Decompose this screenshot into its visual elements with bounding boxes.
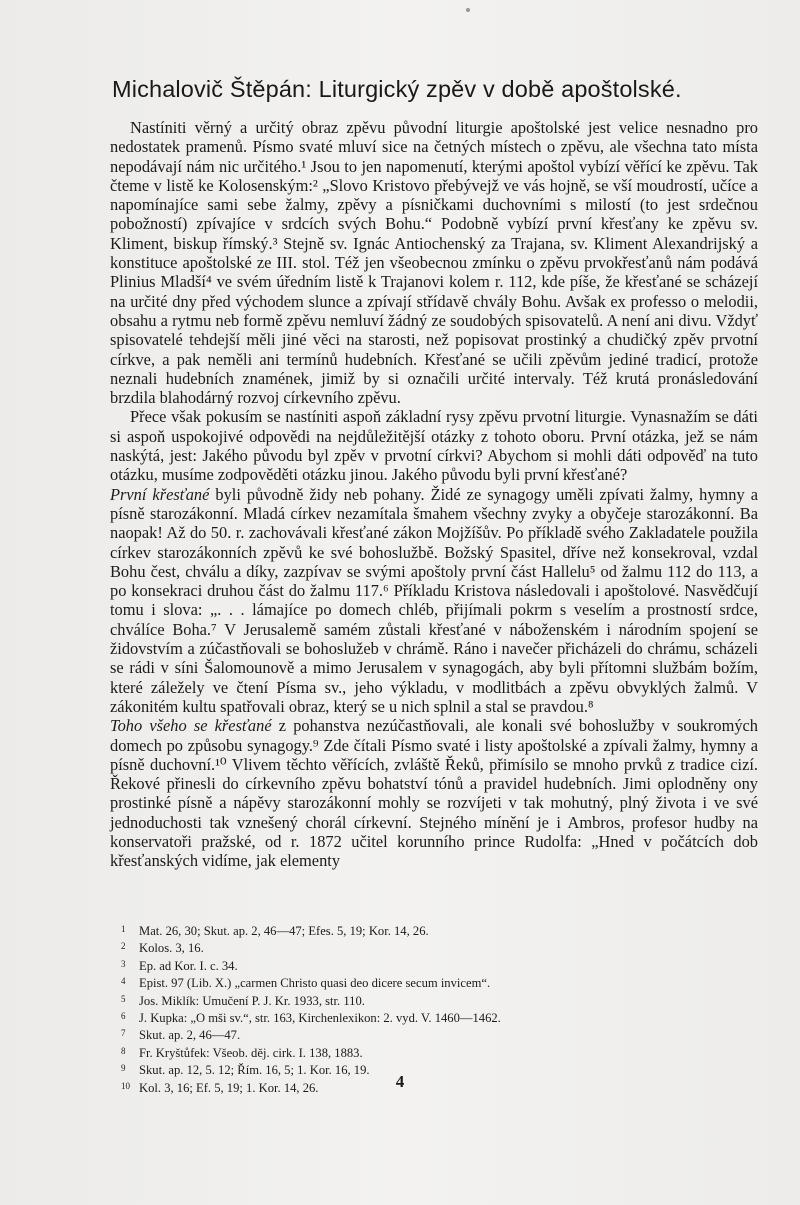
footnote bbox=[121, 957, 681, 974]
footnote-number: 1 bbox=[121, 924, 126, 934]
footnote-text: Mat. 26, 30; Skut. ap. 2, 46—47; Efes. 5, 19; Kor. 14, 26. bbox=[139, 924, 429, 938]
paragraph-3-lead: První křesťané bbox=[110, 484, 210, 504]
footnote bbox=[121, 974, 681, 991]
footnote-number: 8 bbox=[121, 1045, 126, 1056]
footnote bbox=[121, 922, 681, 939]
footnote-number: 10 bbox=[121, 1080, 130, 1091]
paragraph-4-lead: Toho všeho se křesťané bbox=[110, 716, 272, 736]
footnote bbox=[121, 939, 681, 956]
footnote-text: Skut. ap. 2, 46—47. bbox=[139, 1028, 241, 1043]
footnote-text: J. Kupka: „O mši sv.“, str. 163, Kirchenlexikon: 2. vyd. V. 1460—1462. bbox=[139, 1011, 501, 1026]
article-body bbox=[110, 118, 758, 871]
footnote-text: Skut. ap. 12, 5. 12; Řím. 16, 5; 1. Kor. 16, 19. bbox=[139, 1063, 370, 1078]
footnote bbox=[121, 992, 681, 1009]
footnote-text: Kolos. 3, 16. bbox=[139, 941, 204, 956]
footnote-number: 2 bbox=[121, 941, 126, 952]
paragraph-1: Nastíniti věrný a určitý obraz zpěvu původní liturgie apoštolské jest velice nesnadno pro nedostatek pramenů. Písmo svaté mluví sice na četných místech o zpěvu, ale všechna tato místa nepodávají nám nic určitého.¹ Jsou to jen napomenutí, kterými apoštol vybízí věřící ke zpěvu. Tak čteme v listě ke Kolosenským:² „Slovo Kristovo přebývejž ve vás hojně, se vší moudrostí, učíce a napomínajíce sami sebe žalmy, zpěvy a písničkami duchovními s milostí (to jest srdečnou pobožností) zpívajíce v srdcích svých Bohu.“ Podobně vybízí první křesťany ke zpěvu sv. Kliment, biskup římský.³ Stejně sv. Ignác Antiochenský za Trajana, sv. Kliment Alexandrijský a konstituce apoštolské ze III. stol. Též jen všeobecnou zmínku o zpěvu prvokřesťanů nám podává Plinius Mladší⁴ ve svém úředním listě k Trajanovi kolem r. 112, kde píše, že křesťané se scházejí na určité dny před východem slunce a zpívají střídavě chvály Bohu. Avšak ex professo o melodii, obsahu a rytmu neb formě zpěvu nemluví žádný ze soudobých spisovatelů. A není ani divu. Vždyť spisovatelé tehdejší měli jiné věci na starosti, než popisovat prostinký a chudičký zpěv prvotní církve, a pak neměli ani termínů hudebních. Křesťané se učili zpěvům jediné tradicí, protože neznali hudebních znamének, jimiž by si označili určité intervaly. Též krutá pronásledování brzdila blahodárný rozvoj církevního zpěvu. bbox=[110, 118, 758, 408]
footnote-text: Kol. 3, 16; Ef. 5, 19; 1. Kor. 14, 26. bbox=[139, 1080, 319, 1095]
footnote-text: Epist. 97 (Lib. X.) „carmen Christo quasi deo dicere secum invicem“. bbox=[139, 976, 491, 991]
footnote-number: 7 bbox=[121, 1028, 126, 1039]
page-number: 4 bbox=[395, 1072, 405, 1091]
footnote-number: 4 bbox=[121, 976, 126, 987]
article-title: Michalovič Štěpán: Liturgický zpěv v době apoštolské. bbox=[112, 76, 682, 102]
footnote-number: 6 bbox=[121, 1011, 126, 1022]
paragraph-3-text: byli původně židy neb pohany. Židé ze synagogy uměli zpívati žalmy, hymny a písně starozákonní. Mladá církev nezamítala šmahem všechny zvyky a obyčeje starozákonní. Ba naopak! Až do 50. r. zachovávali křesťané zákon Mojžíšův. Po příkladě svého Zakladatele použila církev starozákonních zpěvů ke své bohoslužbě. Božský Spasitel, dříve než konsekroval, vzdal Bohu čest, chválu a díky, zazpívav se svými apoštoly první část Hallelu⁵ od žalmu 112 do 113, a po konsekraci druhou část do žalmu 117.⁶ Příkladu Kristova následovali i apoštolové. Nasvědčují tomu i slova: „. . . lámajíce po domech chléb, přijímali pokrm s veselím a prostností srdce, chválíce Boha.⁷ V Jerusalemě samém zůstali křesťané v náboženském i národním spojení se židovstvím a zúčastňovali se bohoslužeb v chrámě. Ráno i navečer přicházeli do chrámu, scházeli se rádi v síni Šalomounově a mimo Jerusalem v synagogách, aby byli přítomni službám božím, které záležely ve čtení Písma sv., jeho výkladu, v modlitbách a zpěvu obvyklých žalmů. V zákonitém kultu spatřovali obraz, který se u nich splnil a stal se pravdou.⁸ bbox=[110, 484, 758, 716]
footnote bbox=[121, 1009, 681, 1026]
paragraph-4-text: z pohanstva nezúčastňovali, ale konali své bohoslužby v soukromých domech po způsobu synagogy.⁹ Zde čítali Písmo svaté i listy apoštolské a zpívali žalmy, hymny a písně duchovní.¹⁰ Vlivem těchto věřících, zvláště Řeků, přimísilo se mnoho prvků z tradice cizí. Řekové přinesli do církevního zpěvu bohatství tónů a pravidel hudebních. Jimi oplodněny ony prostinké písně a nápěvy starozákonní mohly se rozvíjeti v tak mohutný, plný života i ve své jednoduchosti tak vznešený chorál církevní. Stejného mínění je i Ambros, profesor hudby na konservatoři pražské, od r. 1872 učitel korunního prince Rudolfa: „Hned v počátcích dob křesťanských vidíme, jak elementy bbox=[110, 716, 758, 871]
footnote-text: Fr. Kryštůfek: Všeob. děj. cirk. I. 138, 1883. bbox=[139, 1045, 363, 1060]
footnote-text: Ep. ad Kor. I. c. 34. bbox=[139, 958, 238, 973]
ink-speck bbox=[466, 8, 470, 12]
footnote bbox=[121, 1026, 681, 1043]
paragraph-4 bbox=[110, 716, 758, 870]
footnote-text: Jos. Miklík: Umučení P. J. Kr. 1933, str. 110. bbox=[139, 993, 365, 1008]
footnote-number: 9 bbox=[121, 1063, 126, 1074]
paragraph-2: Přece však pokusím se nastíniti aspoň základní rysy zpěvu prvotní liturgie. Vynasnažím se dáti si aspoň uspokojivé odpovědi na nejdůležitější otázky z tohoto oboru. První otázka, jež se nám naskýtá, jest: Jakého původu byl zpěv v prvotní církvi? Abychom si mohli dáti odpověď na tuto otázku, musíme zodpověděti otázku jinou. Jakého původu byli první křesťané? bbox=[110, 407, 758, 485]
footnote-number: 3 bbox=[121, 958, 126, 969]
footnote bbox=[121, 1044, 681, 1061]
paragraph-3 bbox=[110, 485, 758, 717]
footnotes bbox=[121, 922, 681, 1096]
footnote-number: 5 bbox=[121, 993, 126, 1004]
